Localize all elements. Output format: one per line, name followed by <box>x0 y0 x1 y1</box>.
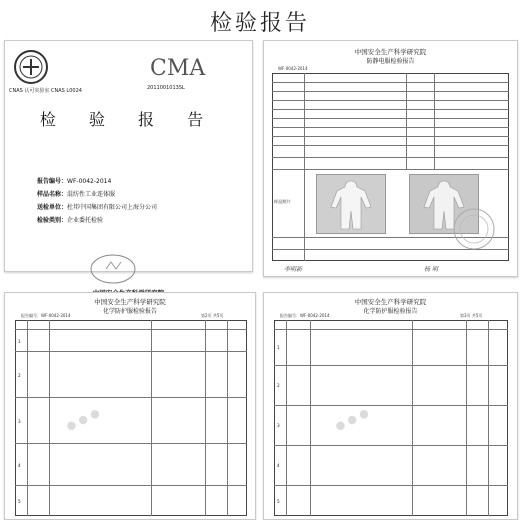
report-page: 第2页 共5页 <box>201 313 224 318</box>
row-number: 5 <box>277 499 280 504</box>
stamp-watermark: ● ● ● <box>63 405 102 434</box>
cma-caption: 2011001013SL <box>147 85 185 91</box>
report-cover-sheet <box>4 40 253 272</box>
sample-photo-front <box>316 174 386 234</box>
table-divider <box>406 73 407 169</box>
report-org: 中国安全生产科学研究院 <box>354 48 427 56</box>
cover-field-type: 检验类别：企业委托检验 <box>37 217 104 224</box>
table-divider <box>412 320 413 516</box>
table-row-line <box>274 329 508 330</box>
table-row-line <box>15 351 247 352</box>
cover-field-sample: 样品名称：混纺性工业连体服 <box>37 191 116 198</box>
row-number: 3 <box>277 423 280 428</box>
table-row-line <box>272 100 509 101</box>
cma-logo-icon <box>148 51 206 81</box>
row-number: 4 <box>18 463 21 468</box>
table-divider <box>205 320 206 516</box>
cover-field-report-no: 报告编号：WF-0042-2014 <box>37 178 112 185</box>
table-row-line <box>15 329 247 330</box>
table-row-line <box>272 118 509 119</box>
seal-stamp-icon <box>89 253 137 285</box>
table-row-line <box>272 145 509 146</box>
report-subtitle: 化学防护服检验报告 <box>363 308 418 315</box>
report-subtitle: 防静电服检验报告 <box>366 58 415 65</box>
chemical-report-sheet-a <box>4 292 256 520</box>
table-divider <box>27 320 28 516</box>
table-divider <box>49 320 50 516</box>
page-title: 检验报告 <box>209 11 310 36</box>
cover-field-client: 送检单位：杜邦中国集团有限公司上海分公司 <box>37 204 158 211</box>
cnas-logo-icon <box>13 49 49 85</box>
cma-mark: CMA <box>150 56 206 81</box>
row-number: 2 <box>18 373 21 378</box>
table-row-line <box>15 443 247 444</box>
cover-title: 检 验 报 告 <box>39 110 218 129</box>
sample-photo-label: 样品照片 <box>274 199 291 204</box>
report-number: 报告编号：WF-0042-2014 <box>280 313 330 318</box>
table-row-line <box>15 485 247 486</box>
row-number: 4 <box>277 463 280 468</box>
cover-fields <box>37 175 157 227</box>
table-row-line <box>272 169 509 170</box>
report-number: 报告编号：WF-0042-2014 <box>21 313 71 318</box>
table-divider <box>488 320 489 516</box>
table-divider <box>151 320 152 516</box>
table-row-line <box>272 136 509 137</box>
table-row-line <box>272 109 509 110</box>
cnas-caption: CNAS 认可实验室 CNAS L0024 <box>9 88 82 94</box>
inspection-stamp-icon <box>442 206 506 252</box>
report-org: 中国安全生产科学研究院 <box>94 298 166 306</box>
table-divider <box>434 73 435 169</box>
row-number: 2 <box>277 383 280 388</box>
row-number: 5 <box>18 499 21 504</box>
table-divider <box>466 320 467 516</box>
table-row-line <box>15 397 247 398</box>
chemical-report-sheet-b <box>263 292 518 520</box>
signature-approver: 杨 明 <box>424 266 438 273</box>
table-divider <box>304 73 305 261</box>
report-number: WF-0042-2014 <box>278 66 308 71</box>
table-row-line <box>272 82 509 83</box>
stamp-watermark: ● ● ● <box>332 405 371 434</box>
table-row-line <box>272 127 509 128</box>
row-number: 3 <box>18 419 21 424</box>
table-row-line <box>272 91 509 92</box>
signature-writer: 李明新 <box>284 266 303 273</box>
report-org: 中国安全生产科学研究院 <box>354 298 427 306</box>
table-row-line <box>274 485 508 486</box>
report-subtitle: 化学防护服检验报告 <box>102 308 157 315</box>
table-row-line <box>274 405 508 406</box>
antistatic-report-sheet <box>263 40 518 277</box>
table-row-line <box>274 445 508 446</box>
table-divider <box>227 320 228 516</box>
table-divider <box>310 320 311 516</box>
table-row-line <box>272 157 509 158</box>
row-number: 1 <box>277 345 280 350</box>
table-row-line <box>274 365 508 366</box>
report-page: 第3页 共5页 <box>460 313 483 318</box>
row-number: 1 <box>18 339 21 344</box>
table-divider <box>286 320 287 516</box>
coverall-front-icon <box>317 175 385 233</box>
